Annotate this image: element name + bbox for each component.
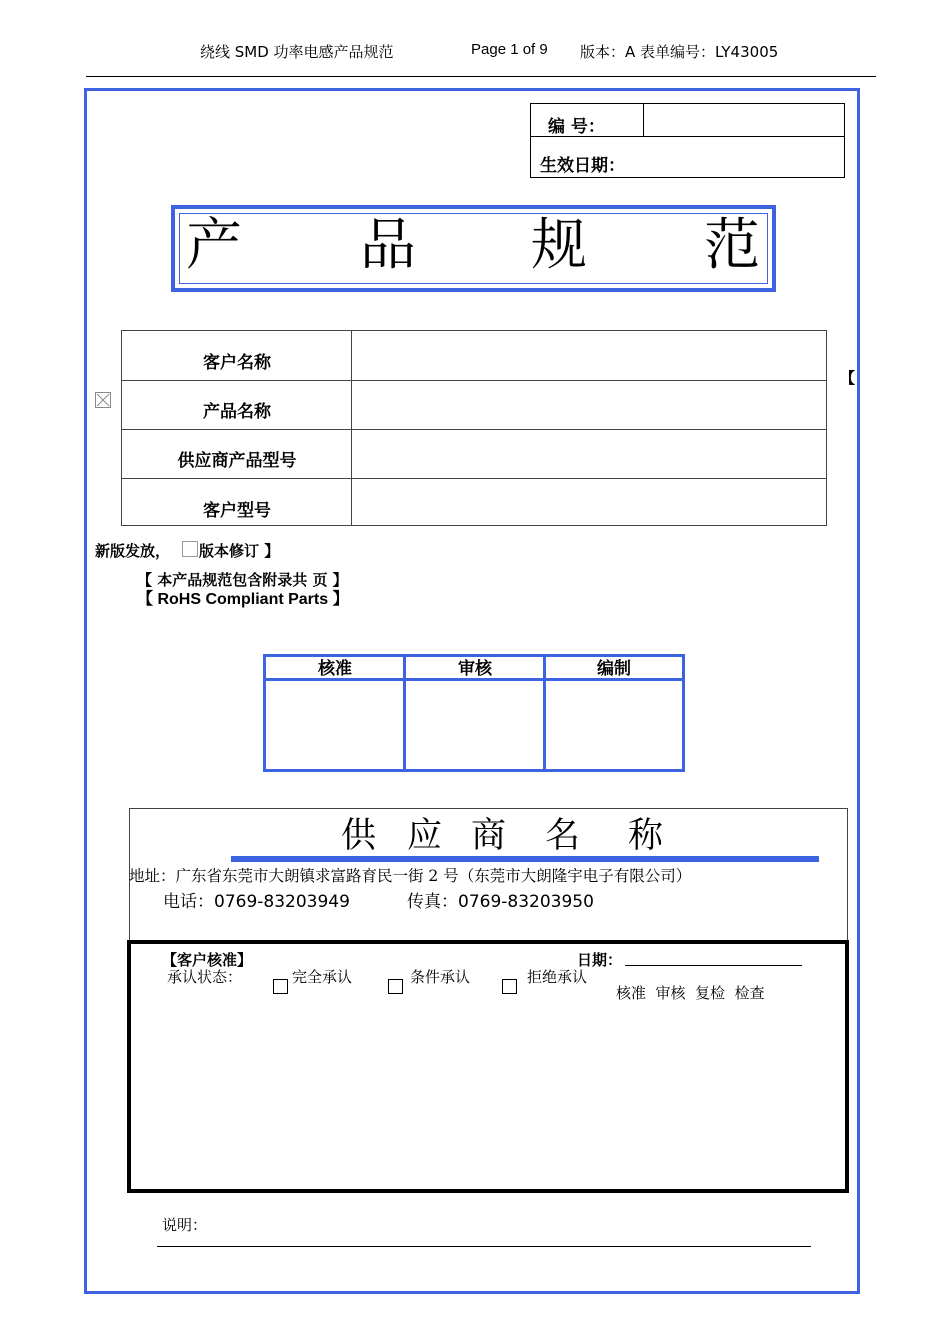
- customer-approval-title: 【客户核准】: [162, 951, 253, 969]
- supplier-title-char-3: 商: [471, 816, 507, 856]
- table-row: [122, 479, 826, 526]
- header-rule: [86, 76, 876, 77]
- rohs-note: 【 RoHS Compliant Parts 】: [137, 591, 349, 608]
- document-code-box: [530, 103, 845, 178]
- supplier-title-underline: [231, 856, 819, 862]
- version-form-number: 版本：A 表单编号：LY43005: [580, 43, 779, 61]
- title-box: [171, 205, 776, 292]
- approval-status-label: 承认状态：: [167, 968, 243, 986]
- approve-header: 核准: [318, 659, 352, 679]
- review-signature-cell[interactable]: [406, 681, 543, 769]
- approve-signature-cell[interactable]: [266, 681, 403, 769]
- signoff-labels: 核准 审核 复检 检查: [616, 984, 765, 1002]
- effective-date-label: 生效日期：: [540, 156, 625, 176]
- supplier-address: 地址：广东省东莞市大朗镇求富路育民一街 2 号（东莞市大朗隆宇电子有限公司）: [129, 867, 692, 885]
- supplier-title-char-1: 供: [341, 816, 377, 856]
- revision-label: 版本修订 】: [199, 542, 280, 560]
- supplier-title-char-5: 称: [628, 816, 664, 856]
- customer-name-label: 客户名称: [203, 353, 271, 373]
- title-char-4: 范: [704, 213, 760, 278]
- table-row: [122, 430, 826, 479]
- number-divider: [643, 104, 644, 137]
- table-row: [122, 381, 826, 430]
- remark-label: 说明：: [162, 1216, 208, 1234]
- date-line[interactable]: [625, 965, 802, 966]
- customer-model-label: 客户型号: [203, 501, 271, 521]
- product-name-label: 产品名称: [203, 402, 271, 422]
- product-info-table: [121, 330, 827, 526]
- title-char-2: 品: [360, 213, 416, 278]
- reject-approval-checkbox[interactable]: [502, 979, 517, 994]
- table-row: [122, 331, 826, 381]
- supplier-title-char-4: 名: [545, 816, 581, 856]
- conditional-approval-label: 条件承认: [410, 968, 471, 986]
- supplier-title-char-2: 应: [407, 816, 443, 856]
- revision-checkbox[interactable]: [182, 541, 198, 557]
- number-label: 编 号：: [548, 117, 605, 137]
- title-char-3: 规: [531, 213, 587, 278]
- full-approval-label: 完全承认: [292, 968, 353, 986]
- prepare-header: 编制: [597, 659, 631, 679]
- approval-table: [263, 654, 685, 772]
- title-char-1: 产: [186, 213, 242, 278]
- new-issue-label: 新版发放，: [95, 542, 171, 560]
- supplier-fax: 传真：0769-83203950: [407, 892, 594, 912]
- image-placeholder-icon: [95, 392, 111, 408]
- page-indicator: Page 1 of 9: [471, 41, 548, 58]
- bracket-mark: 【: [840, 369, 856, 387]
- date-label: 日期：: [577, 951, 623, 969]
- title-inner-border: [179, 213, 768, 284]
- supplier-model-label: 供应商产品型号: [177, 451, 297, 471]
- prepare-signature-cell[interactable]: [546, 681, 682, 769]
- supplier-phone: 电话：0769-83203949: [163, 892, 350, 912]
- doc-title: 绕线 SMD 功率电感产品规范: [200, 43, 394, 61]
- conditional-approval-checkbox[interactable]: [388, 979, 403, 994]
- full-approval-checkbox[interactable]: [273, 979, 288, 994]
- remark-line[interactable]: [157, 1246, 811, 1247]
- review-header: 审核: [458, 659, 492, 679]
- reject-approval-label: 拒绝承认: [527, 968, 588, 986]
- appendix-note: 【 本产品规范包含附录共 页 】: [137, 571, 348, 589]
